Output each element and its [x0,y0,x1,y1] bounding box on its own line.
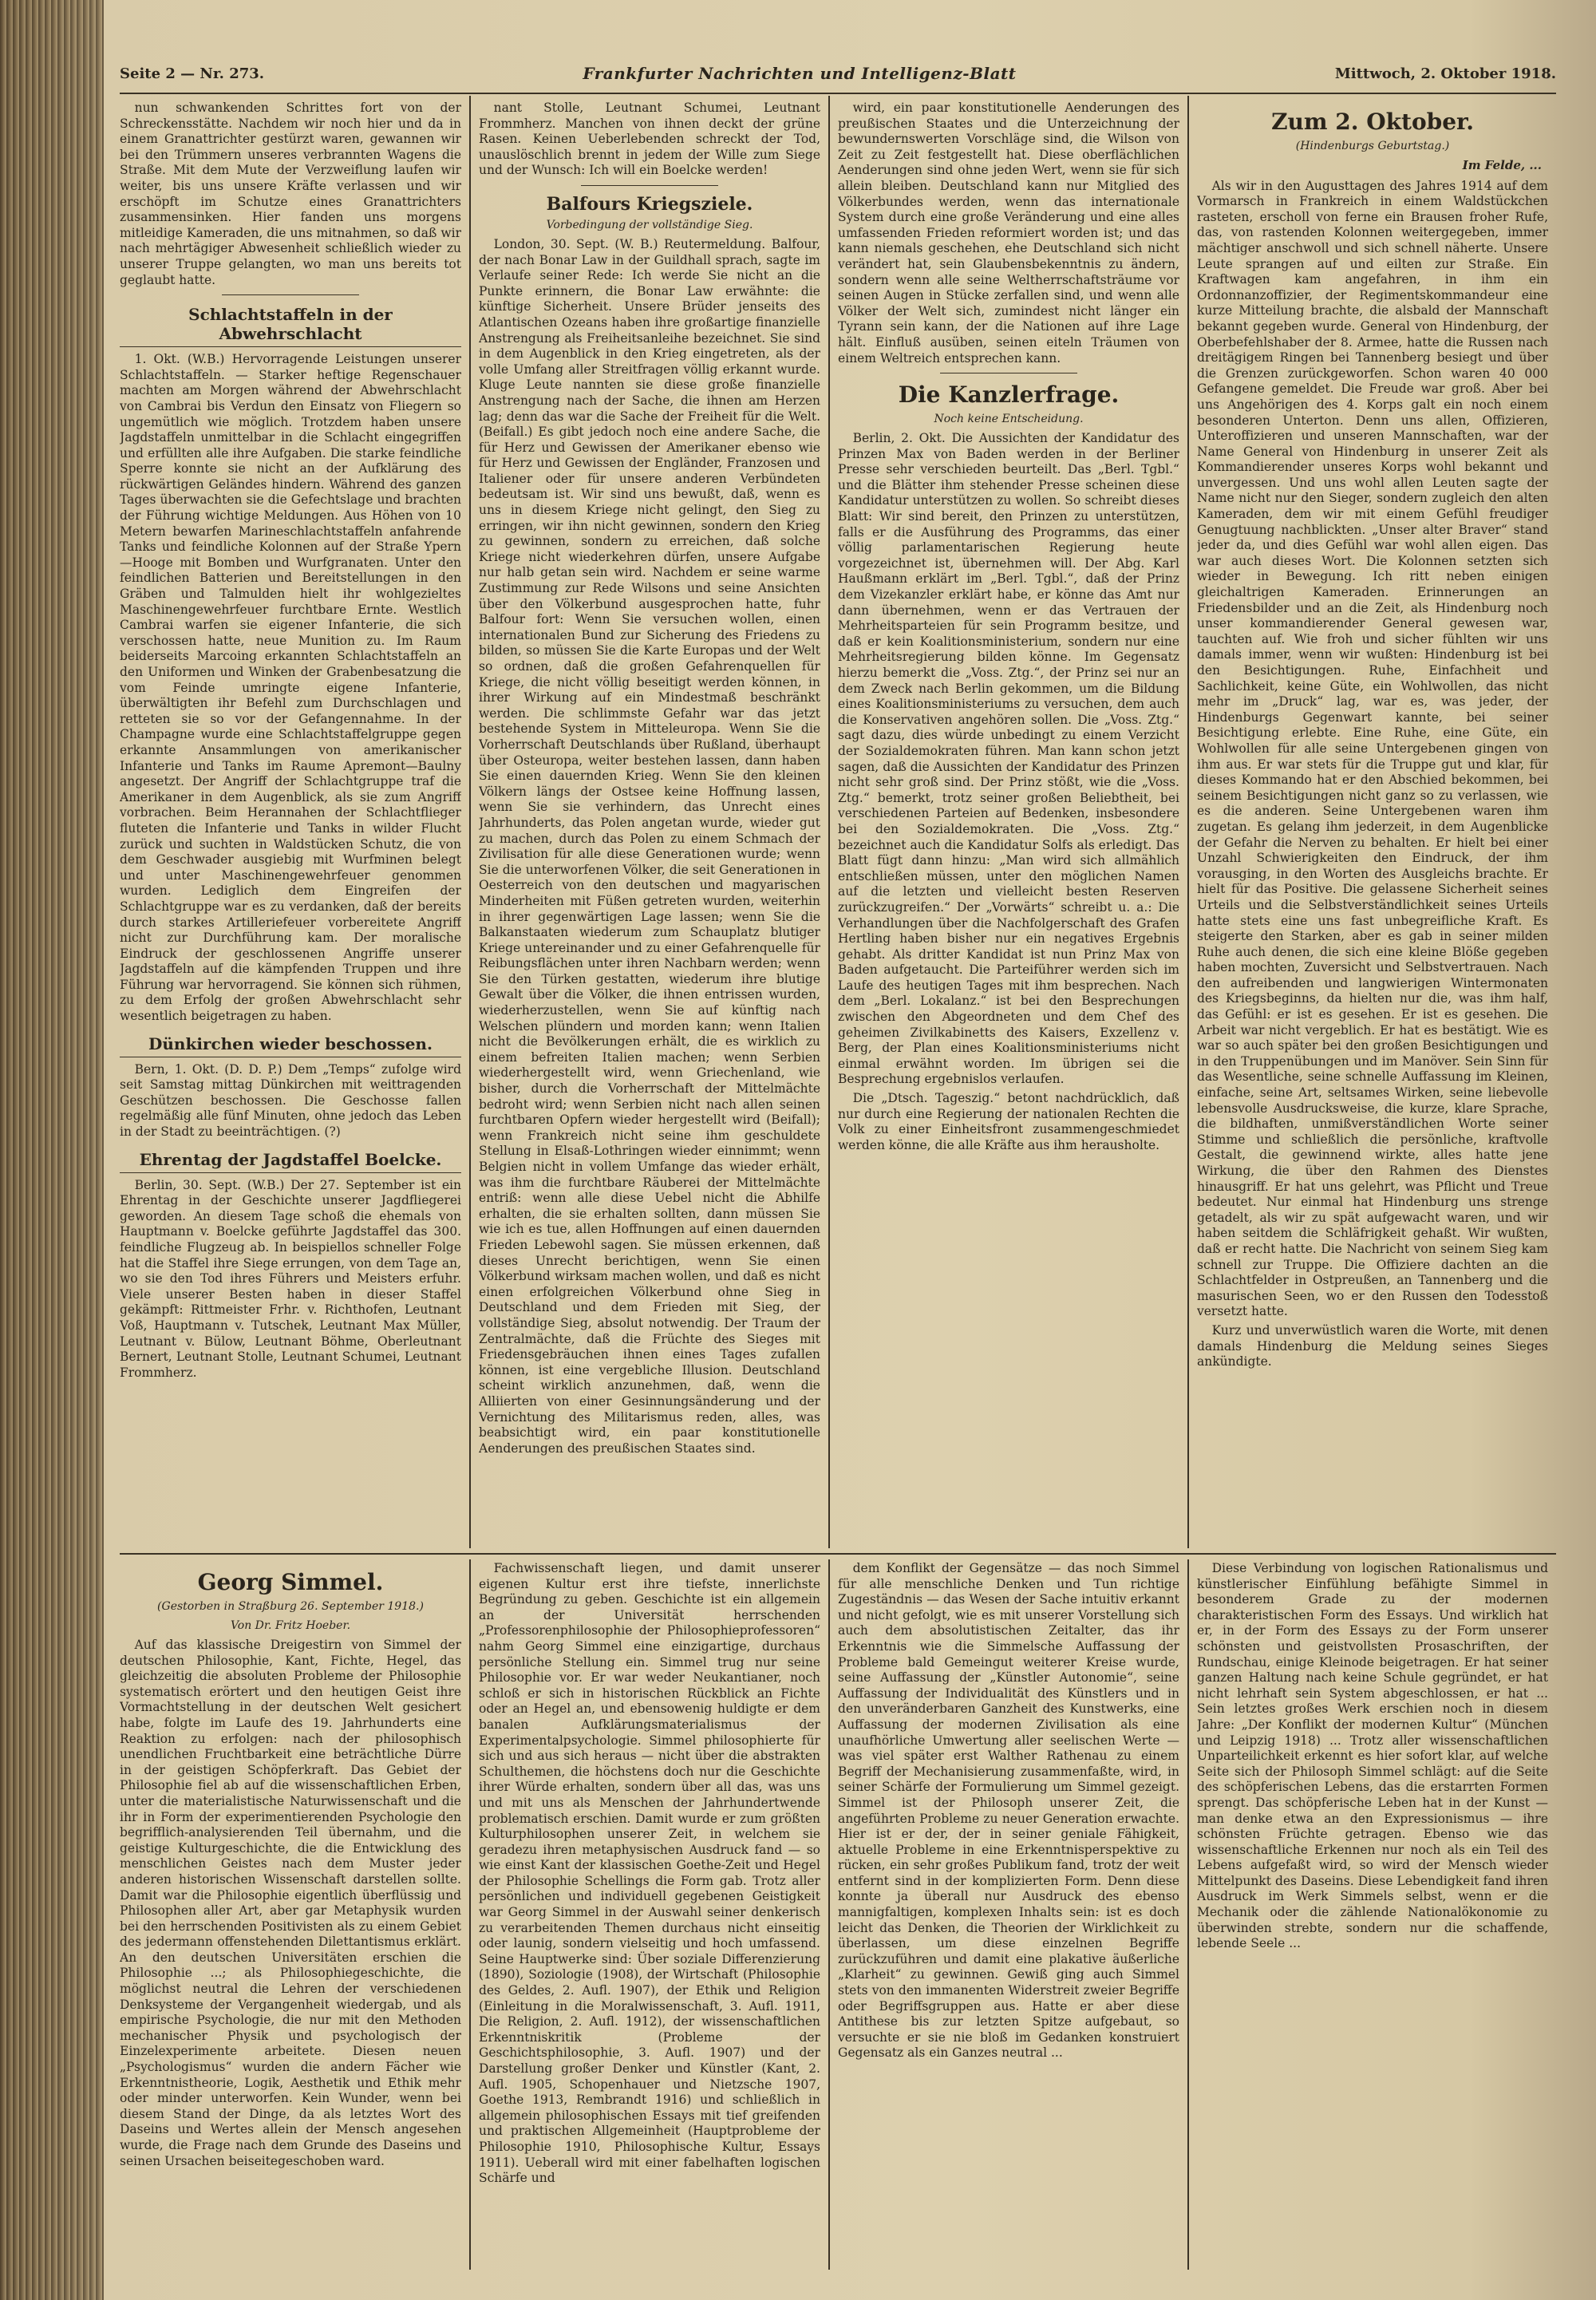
page-header [120,56,1556,94]
page-content [120,56,1556,2274]
article-kanzlerfrage-body: Berlin, 2. Okt. Die Aussichten der Kandidatur des Prinzen Max von Baden werden in der Berliner Presse sehr verschieden beurteilt. Das „Berl. Tgbl.“ und die Blätter ihm stehender Presse scheinen diese Kandidatur unterstützen zu wollen. So schreibt dieses Blatt: Wir sind bereit, den Prinzen zu unterstützen, falls er die Ausführung des Programms, das einer völlig parlamentarischen Regierung heute vorgezeichnet ist, übernehmen will. Der Abg. Karl Haußmann erklärt im „Berl. Tgbl.“, daß der Prinz dem Vizekanzler erklärt habe, er könne das Amt nur dann übernehmen, wenn er das Vertrauen der Mehrheitsparteien für sein Programm besitze, und daß er kein Koalitionsministerium, sondern nur eine Mehrheitsregierung bilden könne. Im Gegensatz hierzu bemerkt die „Voss. Ztg.“, der Prinz sei nur an dem Zweck nach Berlin gekommen, um die Bildung eines Koalitionsministeriums zu versuchen, dem auch die Konservativen angehören sollen. Die „Voss. Ztg.“ sagt dazu, dies würde unbedingt zu einem Verzicht der Sozialdemokraten führen. Man kann schon jetzt sagen, daß die Aussichten der Kandidatur des Prinzen nicht sehr groß sind. Der Prinz stößt, wie die „Voss. Ztg.“ bemerkt, trotz seiner großen Beliebtheit, bei verschiedenen Parteien auf Bedenken, insbesondere bei den Sozialdemokraten. Die „Voss. Ztg.“ bezeichnet auch die Kandidatur Solfs als erledigt. Das Blatt fügt dann hinzu: „Man wird sich allmählich entschließen müssen, unter den möglichen Namen auf die letzten und vielleicht besten Reserven zurückzugreifen.“ Der „Vorwärts“ schreibt u. a.: Die Verhandlungen über die Nachfolgerschaft des Grafen Hertling haben bisher nur ein negatives Ergebnis gehabt. Als dritter Kandidat ist nun Prinz Max von Baden aufgetaucht. Die Parteiführer werden sich im Laufe des heutigen Tages mit ihm besprechen. Nach dem „Berl. Lokalanz.“ ist bei den Besprechungen zwischen den Abgeordneten und dem Chef des geheimen Zivilkabinetts des Kaisers, Exzellenz v. Berg, der Plan eines Koalitionsministeriums nicht einmal erwähnt worden. Im übrigen sei die Besprechung ergebnislos verlaufen. [838,431,1179,1087]
feuilleton-divider [120,1553,1556,1555]
article-hindenburg-closing: Kurz und unverwüstlich waren die Worte, mit denen damals Hindenburg die Meldung seines Sieges ankündigte. [1197,1322,1548,1369]
article-hindenburg-body: Als wir in den Augusttagen des Jahres 1914 auf dem Vormarsch in Frankreich in einem Waldstückchen rasteten, erscholl von ferne ein Brausen froher Rufe, das, von rastenden Kolonnen weitergegeben, immer mächtiger anschwoll und sich schnell näherte. Unsere Leute sprangen auf und eilten zur Straße. Ein Kraftwagen kam angefahren, in ihm ein Ordonnanzoffizier, der Regimentskommandeur eine kurze Mitteilung brachte, die alsbald der Mannschaft bekannt gegeben wurde. General von Hindenburg, der Oberbefehlshaber der 8. Armee, hatte die Russen nach dreitägigem Ringen bei Tannenberg besiegt und über die Grenzen zurückgeworfen. Schon waren 40 000 Gefangene gemeldet. Die Freude war groß. Aber bei uns Angehörigen des 4. Korps galt ein noch einem besonderen Unterton. Denn uns allen, Offizieren, Unteroffizieren und unseren Mannschaften, war der Name General von Hindenburg in unserer Zeit als Kommandierender unseres Korps wohl bekannt und unvergessen. Und uns wohl allen Leuten sagte der Name nicht nur den Sieger, sondern zugleich den alten Kameraden, dem wir mit einem Gefühl freudiger Genugtuung nachblickten. „Unser alter Braver“ stand jeder da, und dies Gefühl war wohl allen eigen. Das war auch dieses Wort. Die Kolonnen setzten sich wieder in Bewegung. Ich ritt neben einigen gleichaltrigen Kameraden. Erinnerungen an Friedensbilder und an die Zeit, als Hindenburg noch unser kommandierender General gewesen war, tauchten auf. Wie froh und sicher fühlten wir uns damals immer, wenn wir wußten: Hindenburg ist bei den Besichtigungen. Ruhe, Einfachheit und Sachlichkeit, keine Güte, ein Wohlwollen, das nicht mehr im „Druck“ lag, war es, was jeder, der Hindenburgs Gegenwart kannte, bei seiner Besichtigung erlebte. Eine Ruhe, eine Güte, ein Wohlwollen für alle seine Untergebenen gingen von ihm aus. Er war stets für die Truppe gut und klar, für dieses Kommando hat er den Abschied bekommen, bei seinem Besichtigungen nicht ganz so zu verlassen, wie es die anderen. Seine Untergebenen waren ihm zugetan. Es gelang ihm jederzeit, in dem Augenblicke der Gefahr die Nerven zu behalten. Er hielt bei einer Unzahl Schwierigkeiten den Eindruck, der ihm vorausging, in den Worten des Ausgleichs brachte. Er hielt für das Positive. Die gelassene Sicherheit seines Urteils und die Selbstverständlichkeit seines Urteils hatte stets eine uns fast unbegreifliche Kraft. Es steigerte den Starken, aber es gab in seiner milden Ruhe auch denen, die sich eine kleine Blöße gegeben haben mochten, Zuversicht und Selbstvertrauen. Nach den aufreibenden und langwierigen Wintermonaten des Kriegsbeginns, da hielten nur die, was ihm half, das Gefühl: er ist es gesehen. Er ist es gesehen. Die Arbeit war nicht vergeblich. Er hat es bestätigt. Wie es war so auch später bei den großen Besichtigungen und in den Truppenübungen und im Manöver. Sein Sinn für das Wesentliche, seine schnelle Auffassung im Kleinen, einfache, seine Art, seltsames Wirken, seine liebevolle lebensvolle Ausdrucksweise, die kurze, klare Sprache, die bildhaften, unmißverständlichen Worte seiner Stimme und schließlich die persönliche, kraftvolle Gestalt, die gewinnend wirkte, alles hatte jene Wirkung, die über den Rahmen des Dienstes hinausgriff. Er hat uns gelehrt, was Pflicht und Treue bedeutet. Nur einmal hat Hindenburg uns strenge getadelt, als wir zu spät aufgewacht waren, und wir haben seitdem die Schläfrigkeit gehaßt. Wir wußten, daß er recht hatte. Die Nachricht von seinem Sieg kam schnell zur Truppe. Die Offiziere dachten an die Schlachtfelder in Ostpreußen, an Tannenberg und die masurischen Seen, wo er den Russen den Todesstoß versetzt hatte. [1197,178,1548,1319]
subheadline-balfour: Vorbedingung der vollständige Sieg. [546,218,753,231]
headline-balfour: Balfours Kriegsziele. [546,193,753,215]
article-boelcke-continuation: nant Stolle, Leutnant Schumei, Leutnant Frommherz. Manchen von ihnen deckt der grüne Rasen. Keinen Ueberlebenden schreckt der Tod, unauslöschlich brennt in jedem der Wille zum Siege und der Wunsch: Ich will ein Boelcke werden! [479,101,820,178]
feuilleton-column-2 [479,1561,820,2270]
headline-duenkirchen: Dünkirchen wieder beschossen. [120,1034,461,1057]
feuilleton-text-4: Diese Verbindung von logischen Rationalismus und künstlerischer Einfühlung befähigte Simmel in besonderem Grade zu der modernen charakteristischen Form des Essays. Und wirklich hat er, in der Form des Essays zu der Form unserer schönsten und geistvollsten Prosaschriften, der Rundschau, einige Kleinode beigetragen. Er hat seiner ganzen Haltung nach keine Schule gegründet, er hat nicht lehrhaft sein System abgeschlossen, er hat ... Sein letztes großes Werk erschien noch in diesem Jahre: „Der Konflikt der modernen Kultur“ (München und Leipzig 1918) ... Trotz aller wissenschaftlichen Unparteilichkeit erkennt es hier sofort klar, auf welche Seite sich der Philosoph Simmel schlägt: auf die Seite des schöpferischen Lebens, das die erstarrten Formen sprengt. Das schöpferische Leben hat in der Kunst — man denke etwa an den Expressionismus — ihre schönsten Früchte getragen. Ebenso wie das wissenschaftliche Erkennen nur noch als ein Teil des Lebens aufgefaßt wird, so wird der Mensch wieder Mittelpunkt des Daseins. Diese Lebendigkeit fand ihren Ausdruck im Werk Simmels selbst, wenn er die Mechanik oder die zählende Nationalökonomie zu überwinden strebte, sondern nur die schaffende, lebende Seele ... [1197,1561,1548,1951]
feuilleton-title: Georg Simmel. [197,1569,384,1595]
feuilleton-text-2: Fachwissenschaft liegen, und damit unserer eigenen Kultur erst ihre tiefste, innerlichste Begründung zu geben. Geschichte ist ein allgemein an der Universität herrschenden „Professorenphilosophie der Philosophieprofessoren“ nahm Georg Simmel eine einzigartige, durchaus persönliche Stellung ein. Simmel trug nur seine Philosophie vor. Er war weder Neukantianer, noch schloß er sich in historischen Rückblick an Fichte oder an Hegel an, und ebensowenig huldigte er dem banalen Aufklärungsmaterialismus der Experimentalpsychologie. Simmel philosophierte für sich und aus sich heraus — nicht über die abstrakten Schulthemen, die höchstens doch nur die Geschichte ihrer Würde erhalten, sondern über all das, was uns und mit uns als Menschen der Jahrhundertwende problematisch erschien. Damit wurde er zum größten Kulturphilosophen unserer Zeit, in welchem sie geradezu ihren metaphysischen Ausdruck fand — so wie einst Kant der klassischen Goethe-Zeit und Hegel der Philosophie Schellings die Form gab. Trotz aller persönlichen und individuell gegebenen Geistigkeit war Georg Simmel in der Auswahl seiner denkerisch zu verarbeitenden Themen durchaus nicht einseitig oder launig, sondern vielseitig und hoch umfassend. Seine Hauptwerke sind: Über soziale Differenzierung (1890), Soziologie (1908), der Wirtschaft (Philosophie des Geldes, 2. Aufl. 1907), der Ethik und Religion (Einleitung in die Moralwissenschaft, 3. Aufl. 1911, Die Religion, 2. Aufl. 1912), der wissenschaftlichen Erkenntniskritik (Probleme der Geschichtsphilosophie, 3. Aufl. 1907) und der Darstellung großer Denker und Künstler (Kant, 2. Aufl. 1905, Schopenhauer und Nietzsche 1907, Goethe 1913, Rembrandt 1916) und schließlich in allgemein philosophischen Essays mit tief greifenden und praktischen Allgemeinheit (Hauptprobleme der Philosophie 1910, Philosophische Kultur, Essays 1911). Ueberall wird mit einer fabelhaften logischen Schärfe und [479,1561,820,2186]
headline-kanzlerfrage: Die Kanzlerfrage. [898,381,1120,409]
feuilleton-subtitle: (Gestorben in Straßburg 26. September 1918.) [157,1600,424,1613]
book-binding [0,0,104,2300]
header-date: Mittwoch, 2. Oktober 1918. [1334,65,1556,83]
column-2 [479,101,820,1547]
feuilleton-text-3: dem Konflikt der Gegensätze — das noch Simmel für alle menschliche Denken und Tun richtige Zugeständnis — das Wesen der Sache intuitiv erkannt und nicht gefolgt, wie es mit unserer Vorstellung sich auch dem absolutistischen Zeitalter, das ihr Erkenntnis wie die Simmelsche Auffassung der Probleme bald Gemeingut weiterer Kreise wurde, seine Auffassung der „Künstler Autonomie“, seine Auffassung der Individualität des Künstlers und in den unveränderbaren Ganzheit des Kunstwerks, eine Auffassung der modernen Zivilisation als eine unaufhörliche Umwertung aller seelischen Werte — was viel später erst Walther Rathenau zu einem Begriff der Mechanisierung zusammenfaßte, wird, in seiner Schärfe der Formulierung um Simmel gezeigt. Simmel ist der Philosoph unserer Zeit, die angeführten Probleme zu neuer Generation erwachte. Hier ist er der, der in seiner geniale Fähigkeit, aktuelle Probleme in eine Erkenntnisperspektive zu rücken, ein sehr großes Publikum fand, trotz der weit entfernt sind in der komplizierten Form. Denn diese konnte ja überall nur Ausdruck des ebenso mannigfaltigen, komplexen Inhalts sein: ist es doch leicht das Denken, die Theorien der Wirklichkeit zu überlassen, um diese einzelnen Begriffe zurückzuführen und damit eine plakative äußerliche „Klarheit“ zu gewinnen. Gewiß ging auch Simmel stets von den immanenten Widerstreit zweier Begriffe oder Begriffsgruppen aus. Hatte er aber diese Antithese bis zur letzten Spitze aufgebaut, so versuchte er sie nie bloß im Gedanken konstruiert Gegensatz als ein Ganzes neutral ... [838,1561,1179,2061]
article-kanzlerfrage-tail: Die „Dtsch. Tageszig.“ betont nachdrücklich, daß nur durch eine Regierung der nationalen Rechten die Volk zu einer Einheitsfront zusammengeschmiedet werden könne, die alle Kräfte aus ihm herausholte. [838,1091,1179,1152]
header-page-number: Seite 2 — Nr. 273. [120,65,265,83]
headline-boelcke: Ehrentag der Jagdstaffel Boelcke. [120,1150,461,1173]
article-duenkirchen-body: Bern, 1. Okt. (D. D. P.) Dem „Temps“ zufolge wird seit Samstag mittag Dünkirchen mit weittragenden Geschützen beschossen. Die Geschosse fallen regelmäßig alle fünf Minuten, ohne jedoch das Leben in der Stadt zu beeinträchtigen. (?) [120,1061,461,1140]
feuilleton-text-1: Auf das klassische Dreigestirn von Simmel der deutschen Philosophie, Kant, Fichte, Hegel, das gleichzeitig die absoluten Probleme der Philosophie systematisch erörtert und den heutigen Geist ihre Vormachtstellung in der deutschen Welt gesichert habe, folgte im Laufe des 19. Jahrhunderts eine Reaktion zu erfolgen: nach der philosophisch unendlichen Fruchtbarkeit eine beträchtliche Dürre in der geistigen Schöpferkraft. Das Gebiet der Philosophie fiel ab auf die wissenschaftlichen Erben, unter die materialistische Naturwissenschaft und die ihr in Form der experimentierenden Psychologie den begrifflich-analysierenden Teil übernahm, und die geistige Kulturgeschichte, die die Entwicklung des menschlichen Geistes nach dem Muster jeder anderen historischen Wissenschaft darstellen sollte. Damit war die Philosophie eigentlich überflüssig und Philosophen aller Art, aber gar Metaphysik wurden bei den herrschenden Positivisten als zu einem Gebiet des jedermann offenstehenden Dilettantismus erklärt. An den deutschen Universitäten erschien die Philosophie ...; als Philosophiegeschichte, die möglichst neutral die Lehren der verschiedenen Denksysteme der Vergangenheit wiedergab, und als empirische Psychologie, die nur mit den Methoden mechanischer Physik und psychologisch der Einzelexperimente arbeitete. Diesen neuen „Psychologismus“ wurden die andern Fächer wie Erkenntnistheorie, Logik, Aesthetik und Ethik mehr oder minder unterworfen. Kein Wunder, wenn bei diesem Stand der Dinge, da als letztes Wort des Daseins und Wertes allein der Mensch angesehen wurde, die Frage nach dem Grunde des Daseins und seinen Ursachen beiseitegeschoben ward. [120,1638,461,2168]
dateline-im-felde: Im Felde, ... [1462,158,1542,172]
article-continuation: nun schwankenden Schrittes fort von der Schreckensstätte. Nachdem wir noch hier und da in einem Granattrichter gestürzt waren, gewannen wir bei den Trümmern unseres verbrannten Wagens die Straße. Mit dem Mute der Verzweiflung laufen wir weiter, bis uns unsere Kräfte verlassen und wir erschöpft im Schutze eines Granattrichters zusammensinken. Hier fanden uns morgens mitleidige Kameraden, die uns mitnahmen, so daß wir nach mehrtägiger Abwesenheit schließlich wieder zu unserer Truppe gelangten, wo man uns bereits tot geglaubt hatte. [120,101,461,287]
column-4 [1197,101,1548,1547]
column-rule-2 [828,96,830,1548]
article-boelcke-body: Berlin, 30. Sept. (W.B.) Der 27. September ist ein Ehrentag in der Geschichte unserer Jagdfliegerei geworden. An diesem Tage schoß die ehemals von Hauptmann v. Boelcke geführte Jagdstaffel das 300. feindliche Flugzeug ab. In beispiellos schneller Folge hat die Staffel ihre Siege errungen, von dem Tage an, wo sie den Tod ihres Führers und Meisters erfuhr. Viele unserer Besten haben in dieser Staffel gekämpft: Rittmeister Frhr. v. Richthofen, Leutnant Voß, Hauptmann v. Tutschek, Leutnant Max Müller, Leutnant v. Bülow, Leutnant Böhme, Oberleutnant Bernert, Leutnant Stolle, Leutnant Schumei, Leutnant Frommherz. [120,1177,461,1380]
header-masthead: Frankfurter Nachrichten und Intelligenz-Blatt [583,64,1017,84]
column-rule-3 [1187,96,1189,1548]
subheadline-kanzlerfrage: Noch keine Entscheidung. [934,413,1084,426]
feuilleton-column-4 [1197,1561,1548,2270]
feuilleton-rule-2 [828,1559,830,2270]
column-1 [120,101,461,1547]
column-3 [838,101,1179,1547]
feuilleton-column-3 [838,1561,1179,2270]
subheadline-hindenburg: (Hindenburgs Geburtstag.) [1295,140,1450,152]
feuilleton-rule-3 [1187,1559,1189,2270]
feuilleton-rule-1 [469,1559,471,2270]
article-balfour-continuation: wird, ein paar konstitutionelle Aenderungen des preußischen Staates und die Unterzeichnung der bewundernswerten Vorschläge sind, die Wilson von Zeit zu Zeit festgestellt hat. Diese oberflächlichen Aenderungen sind ohne jeden Wert, wenn sie für sich allein bleiben. Deutschland kann nur Mitglied des Völkerbundes werden, wenn das internationale System durch eine große Veränderung und eine alles umfassenden Frieden reformiert worden ist; und das kann niemals geschehen, ehe Deutschland sich nicht verändert hat, sein Glaubensbekenntnis zu ändern, sondern wenn alle seine Weltherrschaftsträume vor seinen Augen in Stücke zerfallen sind, und wenn alle Völker der Welt sich, zumindest nicht länger ein Tyrann sein kann, der die Nationen auf ihre Lage hält. Einfluß ausüben, seinen eiteln Träumen von einem Weltreich entsprechen kann. [838,101,1179,366]
column-rule-1 [469,96,471,1548]
feuilleton-byline: Von Dr. Fritz Hoeber. [230,1619,351,1632]
article-abwehrschlacht-body: 1. Okt. (W.B.) Hervorragende Leistungen unserer Schlachtstaffeln. — Starker heftige Regenschauer machten am Morgen während der Abwehrschlacht von Cambrai bis Verdun den Einsatz von Fliegern so ungemütlich wie möglich. Trotzdem haben unsere Jagdstaffeln unmittelbar in die Schlacht eingegriffen und erfüllten alle ihre Aufgaben. Die starke feindliche Sperre konnte sie nicht an der Aufklärung des rückwärtigen Geländes hindern. Während des ganzen Tages überwachten sie die Gefechtslage und brachten der Führung wichtige Meldungen. Aus Höhen von 10 Metern bewarfen Marineschlachtstaffeln anfahrende Tanks und feindliche Kolonnen auf der Straße Ypern—Hooge mit Bomben und Wurfgranaten. Unter den feindlichen Batterien und Bereitstellungen in den Gräben und Talmulden hielt ihr wohlgezieltes Maschinengewehrfeuer furchtbare Ernte. Westlich Cambrai warfen sie eigener Infanterie, die sich verschossen hatte, neue Munition zu. Im Raum beiderseits Marcoing erkannten Schlachtstaffeln an den Uniformen und Winken der Grabenbesatzung die vom Feinde umringte eigene Infanterie, überwältigten ihr Befehl zum Durchschlagen und retteten sie so vor der Gefangennahme. In der Champagne wurde eine Schlachtstaffelgruppe gegen erkannte Ansammlungen von amerikanischer Infanterie und Tanks im Raume Apremont—Baulny angesetzt. Der Angriff der Schlachtgruppe traf die Amerikaner in dem Augenblick, als sie zum Angriff vorbrachen. Beim Herannahen der Schlachtflieger fluteten die Infanterie und Tanks in wilder Flucht zurück und suchten in Waldstücken Schutz, die von dem Geschwader ausgiebig mit Wurfminen belegt und unter Maschinengewehrfeuer genommen wurden. Lediglich dem Eingreifen der Schlachtgruppe war es zu verdanken, daß der bereits durch starkes Artilleriefeuer vorbereitete Angriff nicht zur Durchführung kam. Der moralische Eindruck der geschlossenen Angriffe unserer Jagdstaffeln auf die kämpfenden Truppen und ihre Führung war hervorragend. Sie können sich rühmen, zu dem Erfolg der großen Abwehrschlacht sehr wesentlich beigetragen zu haben. [120,352,461,1024]
feuilleton-column-1 [120,1561,461,2270]
headline-zum-2-oktober: Zum 2. Oktober. [1271,109,1474,135]
article-balfour-body: London, 30. Sept. (W. B.) Reutermeldung. Balfour, der nach Bonar Law in der Guildhall sprach, sagte im Verlaufe seiner Rede: Ich werde Sie nicht an die Punkte erinnern, die Bonar Law erwähnte: die künftige Sicherheit. Unsere Brüder jenseits des Atlantischen Ozeans haben ihre großartige finanzielle Anstrengung als Freiheitsanleihe bezeichnet. Sie sind in dem Augenblick in den Krieg eingetreten, als der volle Umfang aller Streitfragen völlig erkannt wurde. Kluge Leute nannten sie diese große finanzielle Anstrengung nach der Sache, die ihnen am Herzen lag; denn das war die Sache der Freiheit für die Welt. (Beifall.) Es gibt jedoch noch eine andere Sache, die für Herz und Gewissen der Amerikaner ebenso wie für Herz und Gewissen der Engländer, Franzosen und Italiener oder für unsere anderen Verbündeten bedeutsam ist. Wir sind uns bewußt, daß, wenn es uns in diesem Kriege nicht gelingt, den Sieg zu erringen, wir ihn nicht gewinnen, sondern den Krieg zu gewinnen, sondern zu erreichen, daß solche Kriege nicht wiederkehren dürfen, unsere Aufgabe nur halb getan sein wird. Nachdem er seine warme Zustimmung zur Rede Wilsons und seine Ansichten über den Völkerbund ausgesprochen hatte, fuhr Balfour fort: Wenn Sie versuchen wollen, einen internationalen Bund zur Sicherung des Friedens zu bilden, so müssen Sie die Karte Europas und der Welt so ordnen, daß die großen Gefahrenquellen für Kriege, die nicht völlig beseitigt werden können, in ihrer Wirkung auf ein Mindestmaß beschränkt werden. Die schlimmste Gefahr war das jetzt bestehende System in Mitteleuropa. Wenn Sie die Vorherrschaft Deutschlands über Rußland, überhaupt über Osteuropa, weiter bestehen lassen, dann haben Sie einen dauernden Krieg. Wenn Sie den kleinen Völkern längs der Ostsee keine Hoffnung lassen, wenn Sie sie verhindern, das Unrecht eines Jahrhunderts, das Polen angetan wurde, wieder gut zu machen, durch das Polen zu einem Schmach der Zivilisation für alle diese Generationen wurde; wenn Sie die unterworfenen Völker, die seit Generationen in Oesterreich von den deutschen und magyarischen Minderheiten mit Füßen getreten wurden, weiterhin in ihrer gegenwärtigen Lage lassen; wenn Sie die Balkanstaaten wiederum zum Schauplatz blutiger Kriege untereinander und zu einer Gefahrenquelle für Reibungsflächen unter ihren Nachbarn werden; wenn Sie den Türken gestatten, wiederum ihre blutige Gewalt über die Völker, die ihnen entrissen wurden, wiederherzustellen, wenn Sie auf künftig nach Welschen plündern und morden kann; wenn Italien nicht die Bevölkerungen erhält, die es wirklich zu einem befreiten Italien machen; wenn Serbien wiederhergestellt wird, wenn Griechenland, wie bisher, durch die Vorherrschaft der Mittelmächte bedroht wird; wenn Serbien nicht nach allen seinen furchtbaren Opfern wieder hergestellt wird (Beifall); wenn Frankreich nicht seine ihm geschuldete Stellung in Elsaß-Lothringen wieder einnimmt; wenn Belgien nicht in vollem Umfange das wieder erhält, was ihm die furchtbare Räuberei der Mittelmächte entriß: wenn alle diese Uebel nicht die Abhilfe erhalten, die sie erhalten sollten, dann müssen Sie wie ich es tue, allen Hoffnungen auf einen dauernden Frieden Lebewohl sagen. Sie müssen erkennen, daß dieses Unrecht berichtigen, wenn Sie einen Völkerbund wirksam machen wollen, und daß es nicht einen erfolgreichen Völkerbund ohne Sieg in Deutschland und dem Frieden mit Sieg, der vollständige Sieg, absolut notwendig. Der Traum der Zentralmächte, daß die Früchte des Sieges mit Friedensgebräuchen ihnen eines Tages zufallen können, ist eine vergebliche Illusion. Deutschland scheint wirklich anzunehmen, daß, wenn die Alliierten von einer Gesinnungsänderung und der Vernichtung des Militarismus reden, alles, was beabsichtigt wird, ein paar konstitutionelle Aenderungen des preußischen Staates sind. [479,236,820,1456]
headline-abwehrschlacht: Schlachtstaffeln in der Abwehrschlacht [120,305,461,347]
